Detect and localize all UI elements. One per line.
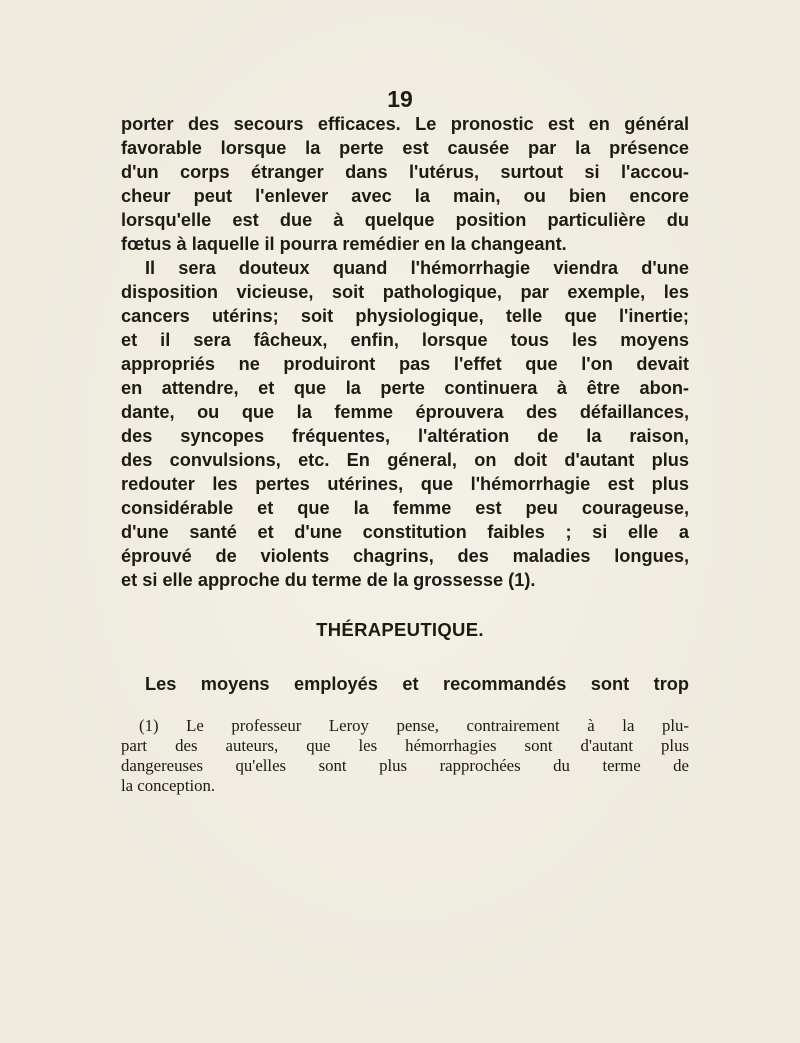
text-line: considérable et que la femme est peu courageuse,: [121, 498, 689, 518]
section-heading: THÉRAPEUTIQUE.: [316, 619, 484, 640]
footnote-line: part des auteurs, que les hémorrhagies sont d'autant plus: [121, 736, 689, 755]
text-line: d'une santé et d'une constitution faibles ; si elle a: [121, 522, 689, 542]
text-line: des convulsions, etc. En géneral, on doit d'autant plus: [121, 450, 689, 470]
footnote-line: dangereuses qu'elles sont plus rapprochées du terme de: [121, 756, 689, 775]
text-line: Les moyens employés et recommandés sont trop: [145, 674, 689, 694]
text-line: lorsqu'elle est due à quelque position particulière du: [121, 210, 689, 230]
text-line: cancers utérins; soit physiologique, telle que l'inertie;: [121, 306, 689, 326]
text-line: éprouvé de violents chagrins, des maladies longues,: [121, 546, 689, 566]
text-line: appropriés ne produiront pas l'effet que l'on devait: [121, 354, 689, 374]
text-line: dante, ou que la femme éprouvera des défaillances,: [121, 402, 689, 422]
text-line: et si elle approche du terme de la grossesse (1).: [121, 570, 536, 590]
text-line: favorable lorsque la perte est causée par la présence: [121, 138, 689, 158]
footnote-line: (1) Le professeur Leroy pense, contrairement à la plu-: [139, 716, 689, 735]
text-line: redouter les pertes utérines, que l'hémorrhagie est plus: [121, 474, 689, 494]
text-line: disposition vicieuse, soit pathologique, par exemple, les: [121, 282, 689, 302]
text-line: cheur peut l'enlever avec la main, ou bien encore: [121, 186, 689, 206]
footnote-line: la conception.: [121, 776, 216, 795]
text-line: fœtus à laquelle il pourra remédier en la changeant.: [121, 234, 567, 254]
text-line: et il sera fâcheux, enfin, lorsque tous les moyens: [121, 330, 689, 350]
page-number: 19: [387, 86, 413, 112]
text-line: d'un corps étranger dans l'utérus, surtout si l'accou-: [121, 162, 689, 182]
text-line: porter des secours efficaces. Le pronostic est en général: [121, 114, 689, 134]
text-line: en attendre, et que la perte continuera à être abon-: [121, 378, 689, 398]
text-line: Il sera douteux quand l'hémorrhagie viendra d'une: [145, 258, 689, 278]
text-line: des syncopes fréquentes, l'altération de la raison,: [121, 426, 689, 446]
